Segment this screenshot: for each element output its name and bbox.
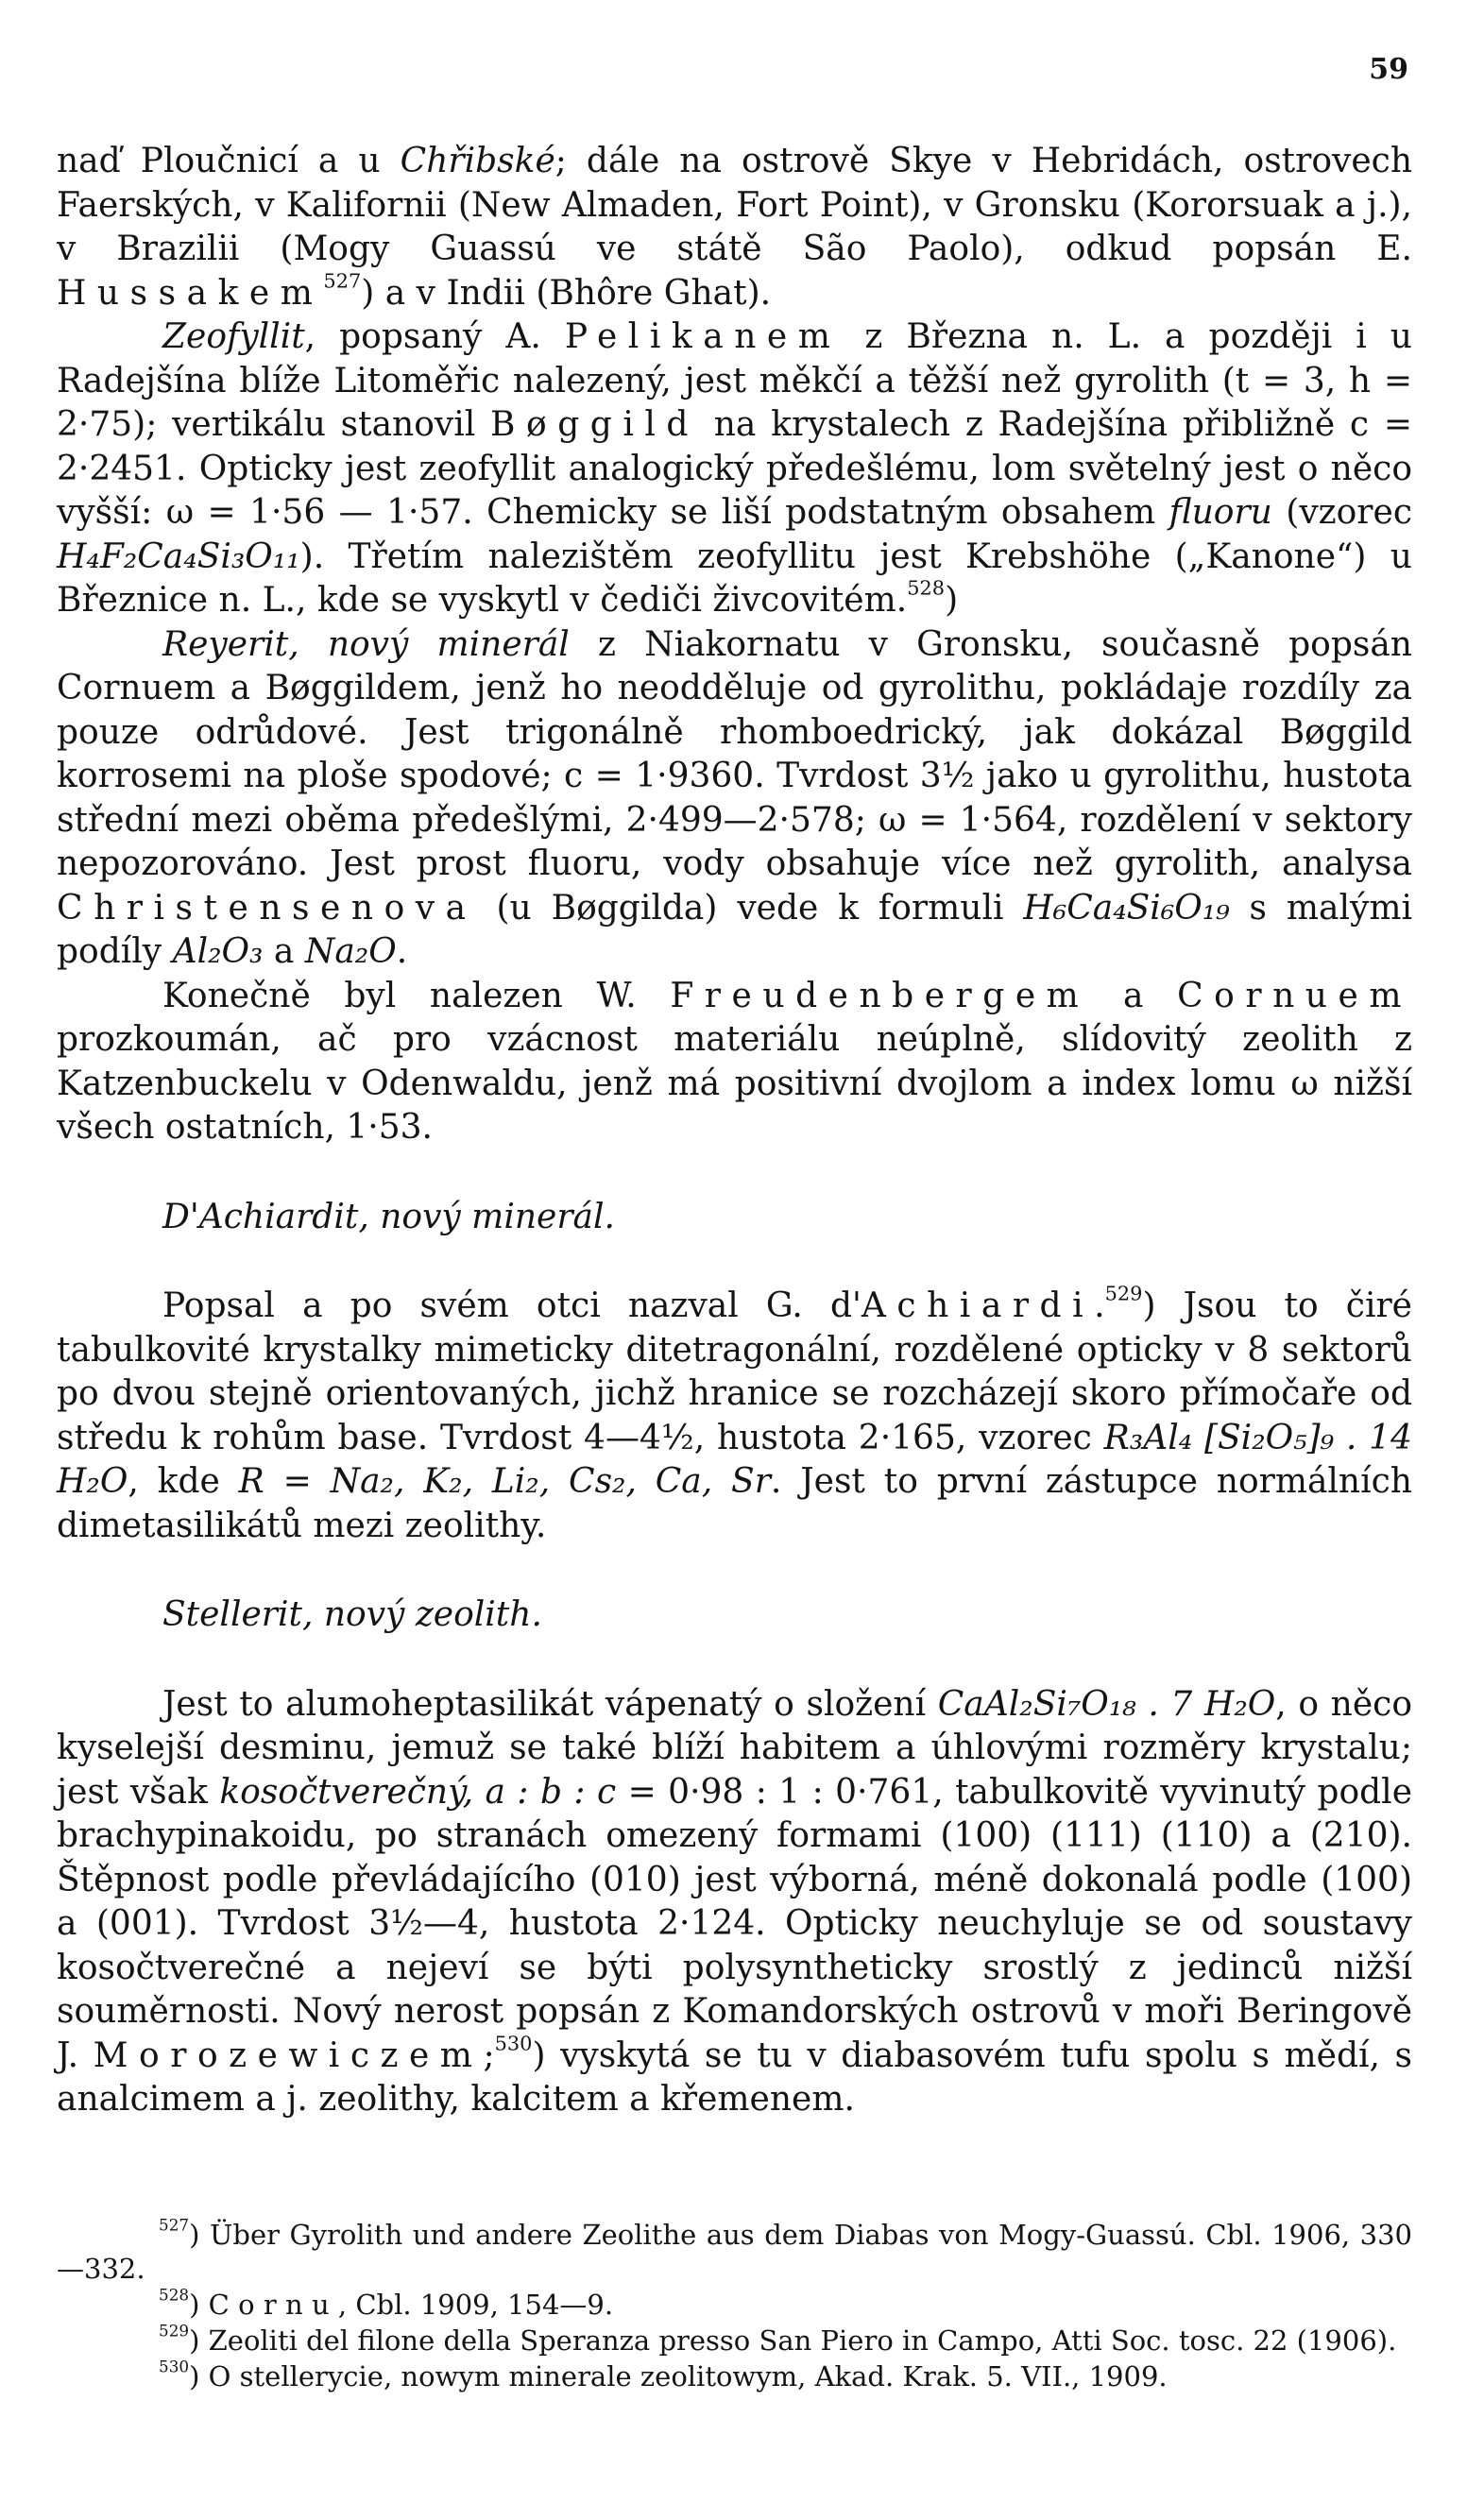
body-text [57,140,1412,2122]
paragraph-katzenbuckel: Konečně byl nalezen W. Freudenbergem a Cornuem prozkoumán, ač pro vzácnost materiálu neúplně, slídovitý zeolith z Katzenbuckelu v Odenwaldu, jenž má positivní dvojlom a index lomu ω nižší všech ostatních, 1·53. [57,976,1412,1147]
footnotes [57,2215,1412,2395]
section-heading-stellerit: Stellerit, nový zeolith. [162,1595,542,1634]
section-heading-dachiardit: D'Achiardit, nový minerál. [162,1197,615,1236]
footnote-ref-527: 527 [323,268,362,292]
paragraph-1: naď Ploučnicí a u Chřibské; dále na ostrově Skye v Hebridách, ostrovech Faerských, v Kalifornii (New Almaden, Fort Point), v Gronsku (Kororsuak a j.), v Brazilii (Mogy Guassú ve státě São Paolo), odkud popsán E. Hussakem$^{527}$) a v Indii (Bhôre Ghat). [57,142,1413,313]
paragraph-reyerit: Reyerit, nový minerál z Niakornatu v Gronsku, současně popsán Cornuem a Bøggildem, jenž ho neodděluje od gyrolithu, pokládaje rozdíly za pouze odrůdové. Jest trigonálně rhomboedrický, jak dokázal Bøggild korrosemi na ploše spodové; c = 1·9360. Tvrdost 3½ jako u gyrolithu, hustota střední mezi oběma předešlými, 2·499—2·578; ω = 1·564, rozdělení v sektory nepozorováno. Jest prost fluoru, vody obsahuje více než gyrolith, analysa Christensenova (u Bøggilda) vede k formuli H₆Ca₄Si₆O₁₉ s malými podíly Al₂O₃ a Na₂O. [57,624,1412,971]
footnote-529: $^{529}$) Zeoliti del filone della Speranza presso San Piero in Campo, Atti Soc. tosc. 22 (1906). [159,2321,1397,2357]
footnote-ref-528: 528 [907,576,946,600]
footnote-ref-529: 529 [1104,1282,1143,1305]
footnote-ref-530: 530 [494,2031,533,2054]
paragraph-zeofyllit: Zeofyllit, popsaný A. Pelikanem z Března n. L. a později i u Radejšína blíže Litoměřic nalezený, jest měkčí a těžší než gyrolith (t = 3, h = 2·75); vertikálu stanovil Bøggild na krystalech z Radejšína přibližně c = 2·2451. Opticky jest zeofyllit analogický předešlému, lom světelný jest o něco vyšší: ω = 1·56 — 1·57. Chemicky se liší podstatným obsahem fluoru (vzorec H₄F₂Ca₄Si₃O₁₁). Třetím nalezištěm zeofyllitu jest Krebshöhe („Kanone“) u Březnice n. L., kde se vyskytl v čediči živcovitém.$^{528}$) [57,317,1412,620]
page-number: 59 [1369,53,1408,86]
paragraph-dachiardit: Popsal a po svém otci nazval G. d'Achiardi.$^{529}$) Jsou to čiré tabulkovité krystalky mimeticky ditetragonální, rozdělené opticky v 8 sektorů po dvou stejně orientovaných, jichž hranice se rozcházejí skoro přímočaře od středu k rohům base. Tvrdost 4—4½, hustota 2·165, vzorec R₃Al₄ [Si₂O₅]₉ . 14 H₂O, kde R = Na₂, K₂, Li₂, Cs₂, Ca, Sr. Jest to první zástupce normálních dimetasilikátů mezi zeolithy. [57,1282,1412,1545]
footnote-530: $^{530}$) O stellerycie, nowym minerale zeolitowym, Akad. Krak. 5. VII., 1909. [159,2357,1168,2392]
footnote-528: $^{528}$) Cornu, Cbl. 1909, 154—9. [159,2285,614,2321]
footnote-527: $^{527}$) Über Gyrolith und andere Zeolithe aus dem Diabas von Mogy-Guassú. Cbl. 1906, 330—332. [57,2215,1412,2285]
paragraph-stellerit: Jest to alumoheptasilikát vápenatý o složení CaAl₂Si₇O₁₈ . 7 H₂O, o něco kyselejší desminu, jemuž se také blíží habitem a úhlovými rozměry krystalu; jest však kosočtverečný, a : b : c = 0·98 : 1 : 0·761, tabulkovitě vyvinutý podle brachypinakoidu, po stranách omezený formami (100) (111) (110) a (210). Štěpnost podle převládajícího (010) jest výborná, méně dokonalá podle (100) a (001). Tvrdost 3½—4, hustota 2·124. Opticky neuchyluje se od soustavy kosočtverečné a nejeví se býti polysyntheticky srostlý z jedinců nižší souměrnosti. Nový nerost popsán z Komandorských ostrovů v moři Beringově J. Morozewiczem;$^{530}$) vyskytá se tu v diabasovém tufu spolu s mědí, s analcimem a j. zeolithy, kalcitem a křemenem. [57,1684,1413,2119]
